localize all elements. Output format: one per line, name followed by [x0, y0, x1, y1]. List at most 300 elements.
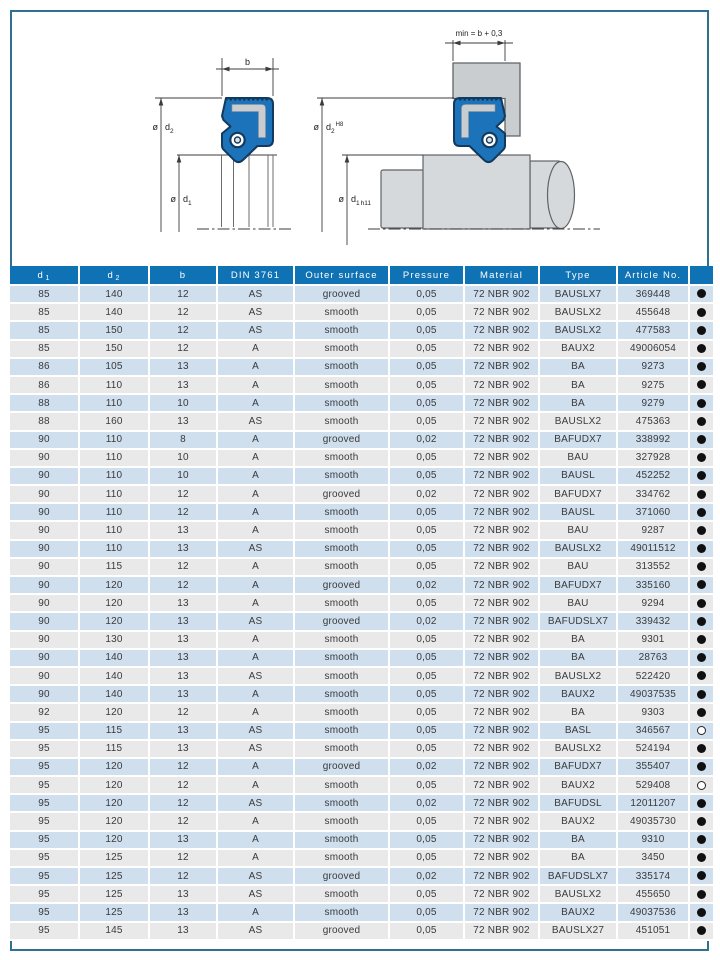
cell-material: 72 NBR 902	[465, 777, 540, 795]
cell-d2: 115	[80, 723, 150, 741]
cell-b: 12	[150, 813, 218, 831]
cell-pressure: 0,05	[390, 341, 465, 359]
cell-availability	[690, 632, 713, 650]
cell-material: 72 NBR 902	[465, 613, 540, 631]
cell-article-no: 9273	[618, 359, 690, 377]
cell-d1: 85	[10, 304, 80, 322]
cell-outer-surface: smooth	[295, 522, 390, 540]
table-row	[10, 777, 713, 795]
cell-material: 72 NBR 902	[465, 541, 540, 559]
cell-d2: 120	[80, 577, 150, 595]
cell-material: 72 NBR 902	[465, 850, 540, 868]
cell-pressure: 0,02	[390, 613, 465, 631]
cell-d1: 95	[10, 741, 80, 759]
cell-article-no: 9303	[618, 704, 690, 722]
cell-material: 72 NBR 902	[465, 704, 540, 722]
cell-din-3761: AS	[218, 286, 295, 304]
cell-din-3761: AS	[218, 322, 295, 340]
cell-d2: 120	[80, 613, 150, 631]
cell-din-3761: A	[218, 377, 295, 395]
cell-b: 10	[150, 395, 218, 413]
cell-d1: 88	[10, 413, 80, 431]
cell-d2: 120	[80, 813, 150, 831]
cell-material: 72 NBR 902	[465, 450, 540, 468]
cell-outer-surface: grooved	[295, 759, 390, 777]
cell-pressure: 0,05	[390, 522, 465, 540]
cell-type: BA	[540, 850, 618, 868]
availability-filled-dot	[697, 926, 706, 935]
availability-filled-dot	[697, 653, 706, 662]
cell-din-3761: A	[218, 850, 295, 868]
cell-type: BAUSLX2	[540, 322, 618, 340]
cell-type: BA	[540, 650, 618, 668]
availability-filled-dot	[697, 490, 706, 499]
cell-outer-surface: smooth	[295, 632, 390, 650]
cell-type: BASL	[540, 723, 618, 741]
cell-din-3761: A	[218, 522, 295, 540]
cell-outer-surface: grooved	[295, 486, 390, 504]
cell-pressure: 0,05	[390, 777, 465, 795]
cell-outer-surface: smooth	[295, 668, 390, 686]
cell-pressure: 0,02	[390, 759, 465, 777]
cell-availability	[690, 904, 713, 922]
table-row	[10, 904, 713, 922]
d2-dimension-label-name: $d_2$	[165, 122, 174, 135]
cell-d1: 95	[10, 777, 80, 795]
cell-pressure: 0,02	[390, 486, 465, 504]
cell-article-no: 9294	[618, 595, 690, 613]
cell-d1: 95	[10, 795, 80, 813]
table-row	[10, 377, 713, 395]
cell-din-3761: AS	[218, 923, 295, 941]
cell-availability	[690, 541, 713, 559]
cell-article-no: 371060	[618, 504, 690, 522]
cell-d1: 90	[10, 668, 80, 686]
cell-availability	[690, 650, 713, 668]
cell-din-3761: AS	[218, 886, 295, 904]
cell-material: 72 NBR 902	[465, 595, 540, 613]
cell-type: BAUSLX2	[540, 886, 618, 904]
cell-d2: 110	[80, 450, 150, 468]
cell-pressure: 0,05	[390, 923, 465, 941]
cell-b: 12	[150, 577, 218, 595]
availability-filled-dot	[697, 744, 706, 753]
table-row	[10, 741, 713, 759]
availability-filled-dot	[697, 344, 706, 353]
cell-din-3761: A	[218, 632, 295, 650]
cell-availability	[690, 668, 713, 686]
cell-d2: 140	[80, 668, 150, 686]
cell-article-no: 369448	[618, 286, 690, 304]
cell-article-no: 477583	[618, 322, 690, 340]
cell-pressure: 0,05	[390, 850, 465, 868]
cell-article-no: 335160	[618, 577, 690, 595]
cell-article-no: 28763	[618, 650, 690, 668]
cell-d2: 150	[80, 322, 150, 340]
table-row	[10, 832, 713, 850]
cell-b: 12	[150, 304, 218, 322]
cell-type: BA	[540, 359, 618, 377]
cell-availability	[690, 868, 713, 886]
cell-type: BAFUDSLX7	[540, 613, 618, 631]
cell-din-3761: A	[218, 904, 295, 922]
cell-availability	[690, 486, 713, 504]
cell-outer-surface: grooved	[295, 577, 390, 595]
cell-b: 13	[150, 886, 218, 904]
cell-availability	[690, 723, 713, 741]
cell-din-3761: AS	[218, 668, 295, 686]
cell-type: BAU	[540, 450, 618, 468]
cell-d1: 90	[10, 559, 80, 577]
cell-d2: 110	[80, 504, 150, 522]
cell-availability	[690, 413, 713, 431]
cell-din-3761: A	[218, 432, 295, 450]
cell-type: BAUSLX2	[540, 304, 618, 322]
cell-availability	[690, 286, 713, 304]
cell-outer-surface: smooth	[295, 813, 390, 831]
d1-dimension-label: ø	[170, 194, 176, 204]
cell-outer-surface: smooth	[295, 322, 390, 340]
cell-d2: 110	[80, 468, 150, 486]
cell-d2: 120	[80, 704, 150, 722]
cell-availability	[690, 777, 713, 795]
cell-outer-surface: smooth	[295, 886, 390, 904]
cell-outer-surface: smooth	[295, 450, 390, 468]
cell-d1: 85	[10, 286, 80, 304]
cell-material: 72 NBR 902	[465, 522, 540, 540]
cell-material: 72 NBR 902	[465, 813, 540, 831]
cell-article-no: 455648	[618, 304, 690, 322]
cell-type: BAUX2	[540, 813, 618, 831]
cell-b: 12	[150, 759, 218, 777]
cell-d1: 90	[10, 613, 80, 631]
cell-b: 8	[150, 432, 218, 450]
cell-availability	[690, 432, 713, 450]
cell-outer-surface: smooth	[295, 686, 390, 704]
cell-pressure: 0,05	[390, 395, 465, 413]
cell-outer-surface: smooth	[295, 741, 390, 759]
d1-dimension-label-name: $d_1$	[183, 194, 192, 207]
cell-outer-surface: smooth	[295, 504, 390, 522]
cell-availability	[690, 341, 713, 359]
availability-filled-dot	[697, 908, 706, 917]
column-header-pressure: Pressure	[390, 266, 465, 286]
cell-outer-surface: smooth	[295, 777, 390, 795]
cell-type: BAFUDX7	[540, 577, 618, 595]
cell-d1: 90	[10, 450, 80, 468]
cell-din-3761: A	[218, 686, 295, 704]
availability-filled-dot	[697, 635, 706, 644]
cell-d1: 90	[10, 432, 80, 450]
cell-b: 13	[150, 413, 218, 431]
column-header-din-3761: DIN 3761	[218, 266, 295, 286]
cell-article-no: 12011207	[618, 795, 690, 813]
table-row	[10, 359, 713, 377]
cell-pressure: 0,05	[390, 650, 465, 668]
cell-b: 13	[150, 359, 218, 377]
cell-article-no: 529408	[618, 777, 690, 795]
table-row	[10, 468, 713, 486]
availability-filled-dot	[697, 380, 706, 389]
cell-d1: 86	[10, 359, 80, 377]
cell-d1: 90	[10, 541, 80, 559]
cell-din-3761: A	[218, 395, 295, 413]
availability-filled-dot	[697, 671, 706, 680]
cell-article-no: 9275	[618, 377, 690, 395]
cell-d2: 120	[80, 795, 150, 813]
technical-diagrams	[0, 0, 720, 262]
cell-d2: 110	[80, 541, 150, 559]
cell-material: 72 NBR 902	[465, 377, 540, 395]
cell-pressure: 0,05	[390, 668, 465, 686]
column-header-b: b	[150, 266, 218, 286]
cell-type: BA	[540, 632, 618, 650]
cell-availability	[690, 577, 713, 595]
cell-material: 72 NBR 902	[465, 632, 540, 650]
cell-outer-surface: smooth	[295, 795, 390, 813]
d2-dimension-label: ø	[152, 122, 158, 132]
cell-type: BAUX2	[540, 777, 618, 795]
cell-material: 72 NBR 902	[465, 468, 540, 486]
cell-d2: 125	[80, 850, 150, 868]
availability-filled-dot	[697, 762, 706, 771]
cell-d2: 105	[80, 359, 150, 377]
cell-type: BAU	[540, 595, 618, 613]
table-row	[10, 886, 713, 904]
table-row	[10, 522, 713, 540]
cell-pressure: 0,05	[390, 886, 465, 904]
cell-d1: 86	[10, 377, 80, 395]
shaft-dimension-label-name: $d_1h11$	[351, 194, 372, 207]
cell-article-no: 334762	[618, 486, 690, 504]
cell-d1: 90	[10, 650, 80, 668]
shaft-section-lines	[222, 155, 274, 227]
cell-d1: 90	[10, 632, 80, 650]
cell-pressure: 0,05	[390, 559, 465, 577]
table-row	[10, 541, 713, 559]
cell-d1: 95	[10, 868, 80, 886]
seal-profile	[222, 98, 273, 162]
cell-b: 12	[150, 286, 218, 304]
cell-article-no: 49006054	[618, 341, 690, 359]
cell-availability	[690, 613, 713, 631]
availability-filled-dot	[697, 817, 706, 826]
cell-availability	[690, 468, 713, 486]
cell-availability	[690, 741, 713, 759]
table-row	[10, 668, 713, 686]
cell-din-3761: AS	[218, 723, 295, 741]
cell-d1: 95	[10, 813, 80, 831]
table-row	[10, 759, 713, 777]
cell-pressure: 0,05	[390, 904, 465, 922]
cell-d2: 130	[80, 632, 150, 650]
cell-type: BAUSLX27	[540, 923, 618, 941]
cell-type: BAUSLX2	[540, 541, 618, 559]
cell-d1: 95	[10, 904, 80, 922]
cell-din-3761: A	[218, 813, 295, 831]
cell-d2: 120	[80, 595, 150, 613]
cell-d1: 90	[10, 595, 80, 613]
table-row	[10, 723, 713, 741]
cell-d2: 110	[80, 377, 150, 395]
cell-outer-surface: smooth	[295, 850, 390, 868]
cell-article-no: 524194	[618, 741, 690, 759]
availability-filled-dot	[697, 562, 706, 571]
availability-filled-dot	[697, 690, 706, 699]
availability-filled-dot	[697, 289, 706, 298]
cell-material: 72 NBR 902	[465, 668, 540, 686]
cell-d2: 120	[80, 759, 150, 777]
availability-filled-dot	[697, 526, 706, 535]
cell-type: BAUSLX2	[540, 413, 618, 431]
table-row	[10, 795, 713, 813]
cell-pressure: 0,02	[390, 795, 465, 813]
cell-b: 12	[150, 795, 218, 813]
column-header-availability	[690, 266, 713, 286]
cell-din-3761: AS	[218, 413, 295, 431]
cell-article-no: 339432	[618, 613, 690, 631]
availability-filled-dot	[697, 453, 706, 462]
availability-filled-dot	[697, 871, 706, 880]
cell-d1: 88	[10, 395, 80, 413]
cell-din-3761: A	[218, 777, 295, 795]
cell-availability	[690, 923, 713, 941]
cell-type: BA	[540, 832, 618, 850]
installation-diagram	[314, 29, 601, 245]
installed-seal	[454, 98, 505, 162]
cell-d2: 125	[80, 868, 150, 886]
cell-article-no: 49037536	[618, 904, 690, 922]
cell-availability	[690, 304, 713, 322]
cell-d2: 120	[80, 777, 150, 795]
cell-type: BAUSLX2	[540, 668, 618, 686]
availability-filled-dot	[697, 799, 706, 808]
cell-pressure: 0,05	[390, 468, 465, 486]
cell-availability	[690, 795, 713, 813]
cell-d1: 90	[10, 468, 80, 486]
cell-material: 72 NBR 902	[465, 413, 540, 431]
cell-outer-surface: grooved	[295, 868, 390, 886]
cell-material: 72 NBR 902	[465, 923, 540, 941]
shaft-dimension-label: ø	[338, 194, 344, 204]
cell-d2: 115	[80, 741, 150, 759]
cell-d2: 110	[80, 395, 150, 413]
cell-type: BA	[540, 377, 618, 395]
table-row	[10, 304, 713, 322]
table-row	[10, 432, 713, 450]
cell-din-3761: AS	[218, 868, 295, 886]
cell-type: BAU	[540, 522, 618, 540]
cell-din-3761: A	[218, 559, 295, 577]
cell-d2: 150	[80, 341, 150, 359]
b-dimension-label: b	[244, 57, 251, 67]
cell-din-3761: A	[218, 341, 295, 359]
bore-dimension-label-name: $d_2^{H8}$	[326, 122, 344, 135]
cell-b: 12	[150, 777, 218, 795]
table-row	[10, 504, 713, 522]
cell-pressure: 0,05	[390, 359, 465, 377]
cell-outer-surface: grooved	[295, 613, 390, 631]
cell-pressure: 0,05	[390, 450, 465, 468]
cell-availability	[690, 886, 713, 904]
cell-article-no: 355407	[618, 759, 690, 777]
cell-article-no: 451051	[618, 923, 690, 941]
cell-din-3761: A	[218, 359, 295, 377]
cell-availability	[690, 759, 713, 777]
cell-type: BAFUDSL	[540, 795, 618, 813]
cell-article-no: 9310	[618, 832, 690, 850]
column-header-d2: d $_2$	[80, 266, 150, 286]
cell-material: 72 NBR 902	[465, 432, 540, 450]
cell-d1: 90	[10, 577, 80, 595]
cell-outer-surface: grooved	[295, 286, 390, 304]
table-row	[10, 322, 713, 340]
cell-d2: 140	[80, 650, 150, 668]
cell-availability	[690, 850, 713, 868]
cell-material: 72 NBR 902	[465, 686, 540, 704]
cell-b: 13	[150, 923, 218, 941]
cell-pressure: 0,05	[390, 377, 465, 395]
cell-outer-surface: smooth	[295, 468, 390, 486]
table-row	[10, 868, 713, 886]
cell-d1: 95	[10, 923, 80, 941]
cell-article-no: 475363	[618, 413, 690, 431]
cell-pressure: 0,05	[390, 504, 465, 522]
cell-din-3761: A	[218, 577, 295, 595]
availability-filled-dot	[697, 417, 706, 426]
cell-article-no: 452252	[618, 468, 690, 486]
cell-pressure: 0,05	[390, 322, 465, 340]
cell-b: 13	[150, 541, 218, 559]
cell-outer-surface: smooth	[295, 341, 390, 359]
table-row	[10, 577, 713, 595]
cell-material: 72 NBR 902	[465, 304, 540, 322]
cell-b: 12	[150, 322, 218, 340]
cell-article-no: 9287	[618, 522, 690, 540]
cell-b: 13	[150, 723, 218, 741]
cell-b: 13	[150, 595, 218, 613]
cell-material: 72 NBR 902	[465, 504, 540, 522]
cell-din-3761: A	[218, 450, 295, 468]
garter-spring-core	[235, 137, 241, 143]
availability-filled-dot	[697, 508, 706, 517]
cell-material: 72 NBR 902	[465, 832, 540, 850]
cell-type: BAUSLX7	[540, 286, 618, 304]
availability-filled-dot	[697, 544, 706, 553]
cell-d1: 90	[10, 504, 80, 522]
cell-b: 12	[150, 486, 218, 504]
cell-b: 13	[150, 832, 218, 850]
cell-outer-surface: smooth	[295, 559, 390, 577]
cell-b: 13	[150, 741, 218, 759]
table-row	[10, 341, 713, 359]
table-row	[10, 813, 713, 831]
cell-pressure: 0,05	[390, 813, 465, 831]
cell-d2: 125	[80, 904, 150, 922]
cell-b: 13	[150, 377, 218, 395]
cell-din-3761: A	[218, 650, 295, 668]
cell-din-3761: A	[218, 468, 295, 486]
cell-article-no: 346567	[618, 723, 690, 741]
cell-article-no: 49011512	[618, 541, 690, 559]
cell-d1: 90	[10, 486, 80, 504]
seal-cross-section-diagram	[153, 57, 292, 232]
cell-type: BA	[540, 395, 618, 413]
availability-filled-dot	[697, 890, 706, 899]
table-row	[10, 595, 713, 613]
cell-material: 72 NBR 902	[465, 341, 540, 359]
cell-article-no: 522420	[618, 668, 690, 686]
